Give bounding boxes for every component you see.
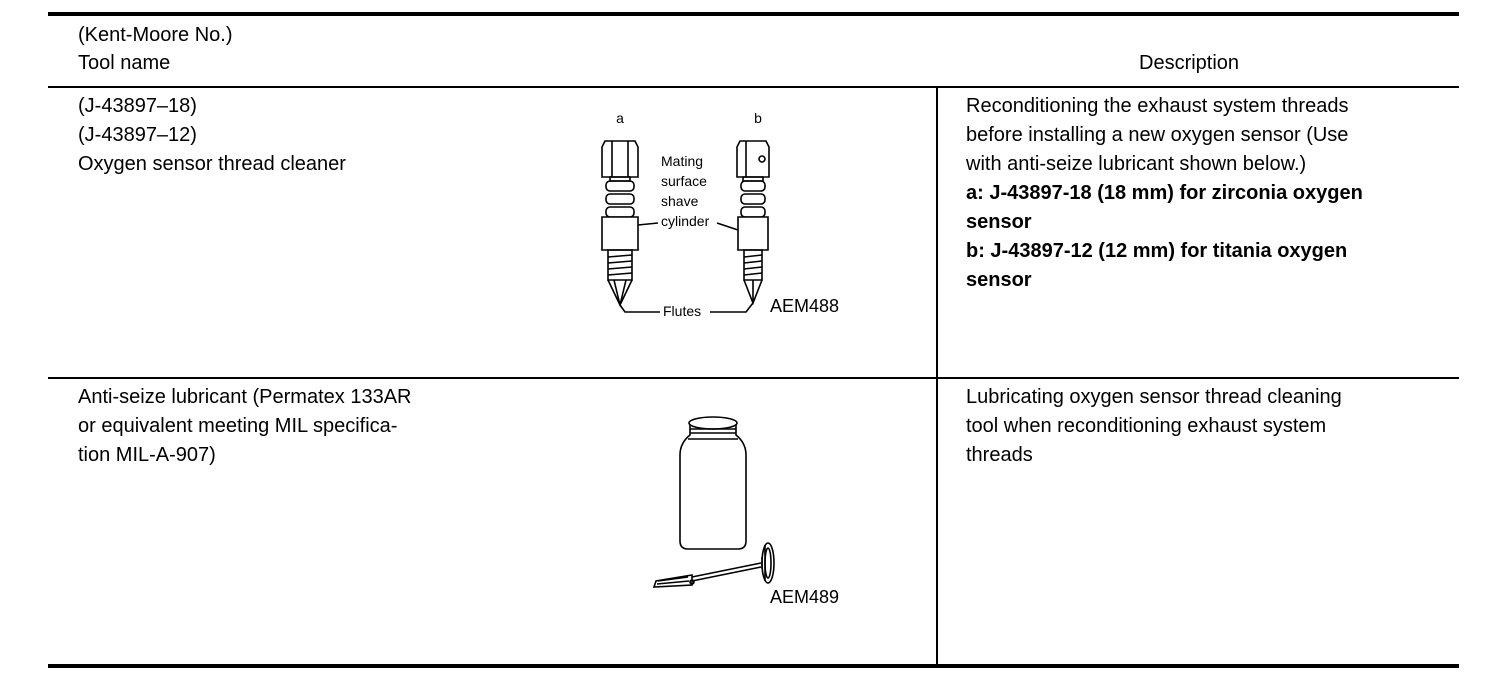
description-line: tool when reconditioning exhaust system <box>966 415 1327 437</box>
description-line: Lubricating oxygen sensor thread cleaning <box>966 386 1342 408</box>
tool-line: tion MIL-A-907) <box>78 444 216 466</box>
figure-label-b: b <box>754 110 762 126</box>
flutes-leader-line <box>620 305 660 312</box>
lubricant-figure <box>640 405 880 615</box>
description-variant-line: sensor <box>966 269 1032 291</box>
thread-cleaner-figure <box>570 105 870 325</box>
tool-line: (J-43897–12) <box>78 124 197 146</box>
header-divider <box>48 86 1459 88</box>
description-line: Reconditioning the exhaust system threads <box>966 95 1349 117</box>
bottle-icon <box>680 417 746 549</box>
description-variant-line: sensor <box>966 211 1032 233</box>
description-line: with anti-seize lubricant shown below.) <box>966 153 1307 175</box>
flutes-label: Flutes <box>663 303 702 319</box>
callout-mating: Mating <box>661 153 704 169</box>
thread-cleaner-b-icon <box>737 141 769 303</box>
cylinder-leader-line <box>638 223 658 225</box>
figure-label-a: a <box>616 110 624 126</box>
tool-line: Oxygen sensor thread cleaner <box>78 153 346 175</box>
table-top-rule <box>48 12 1459 16</box>
description-variant-line: a: J-43897-18 (18 mm) for zirconia oxygen <box>966 182 1363 204</box>
description-line: threads <box>966 444 1033 466</box>
header-kent-moore: (Kent-Moore No.) <box>78 24 233 46</box>
tool-line: Anti-seize lubricant (Permatex 133AR <box>78 386 412 408</box>
description-line: before installing a new oxygen sensor (Use <box>966 124 1349 146</box>
thread-cleaner-a-icon <box>602 141 638 305</box>
figure-code-aem489: AEM489 <box>770 587 840 607</box>
row-divider <box>48 377 1459 379</box>
header-tool-name: Tool name <box>78 52 171 74</box>
tool-line: or equivalent meeting MIL specifica- <box>78 415 398 437</box>
flutes-leader-line <box>710 303 753 312</box>
column-divider <box>936 88 938 664</box>
description-variant-line: b: J-43897-12 (12 mm) for titania oxygen <box>966 240 1348 262</box>
callout-shave: shave <box>661 193 699 209</box>
callout-cylinder: cylinder <box>661 213 710 229</box>
callout-surface: surface <box>661 173 707 189</box>
figure-code-aem488: AEM488 <box>770 296 840 316</box>
table-bottom-rule <box>48 664 1459 668</box>
header-description: Description <box>1139 52 1240 74</box>
tool-line: (J-43897–18) <box>78 95 197 117</box>
cylinder-leader-line <box>717 223 738 230</box>
